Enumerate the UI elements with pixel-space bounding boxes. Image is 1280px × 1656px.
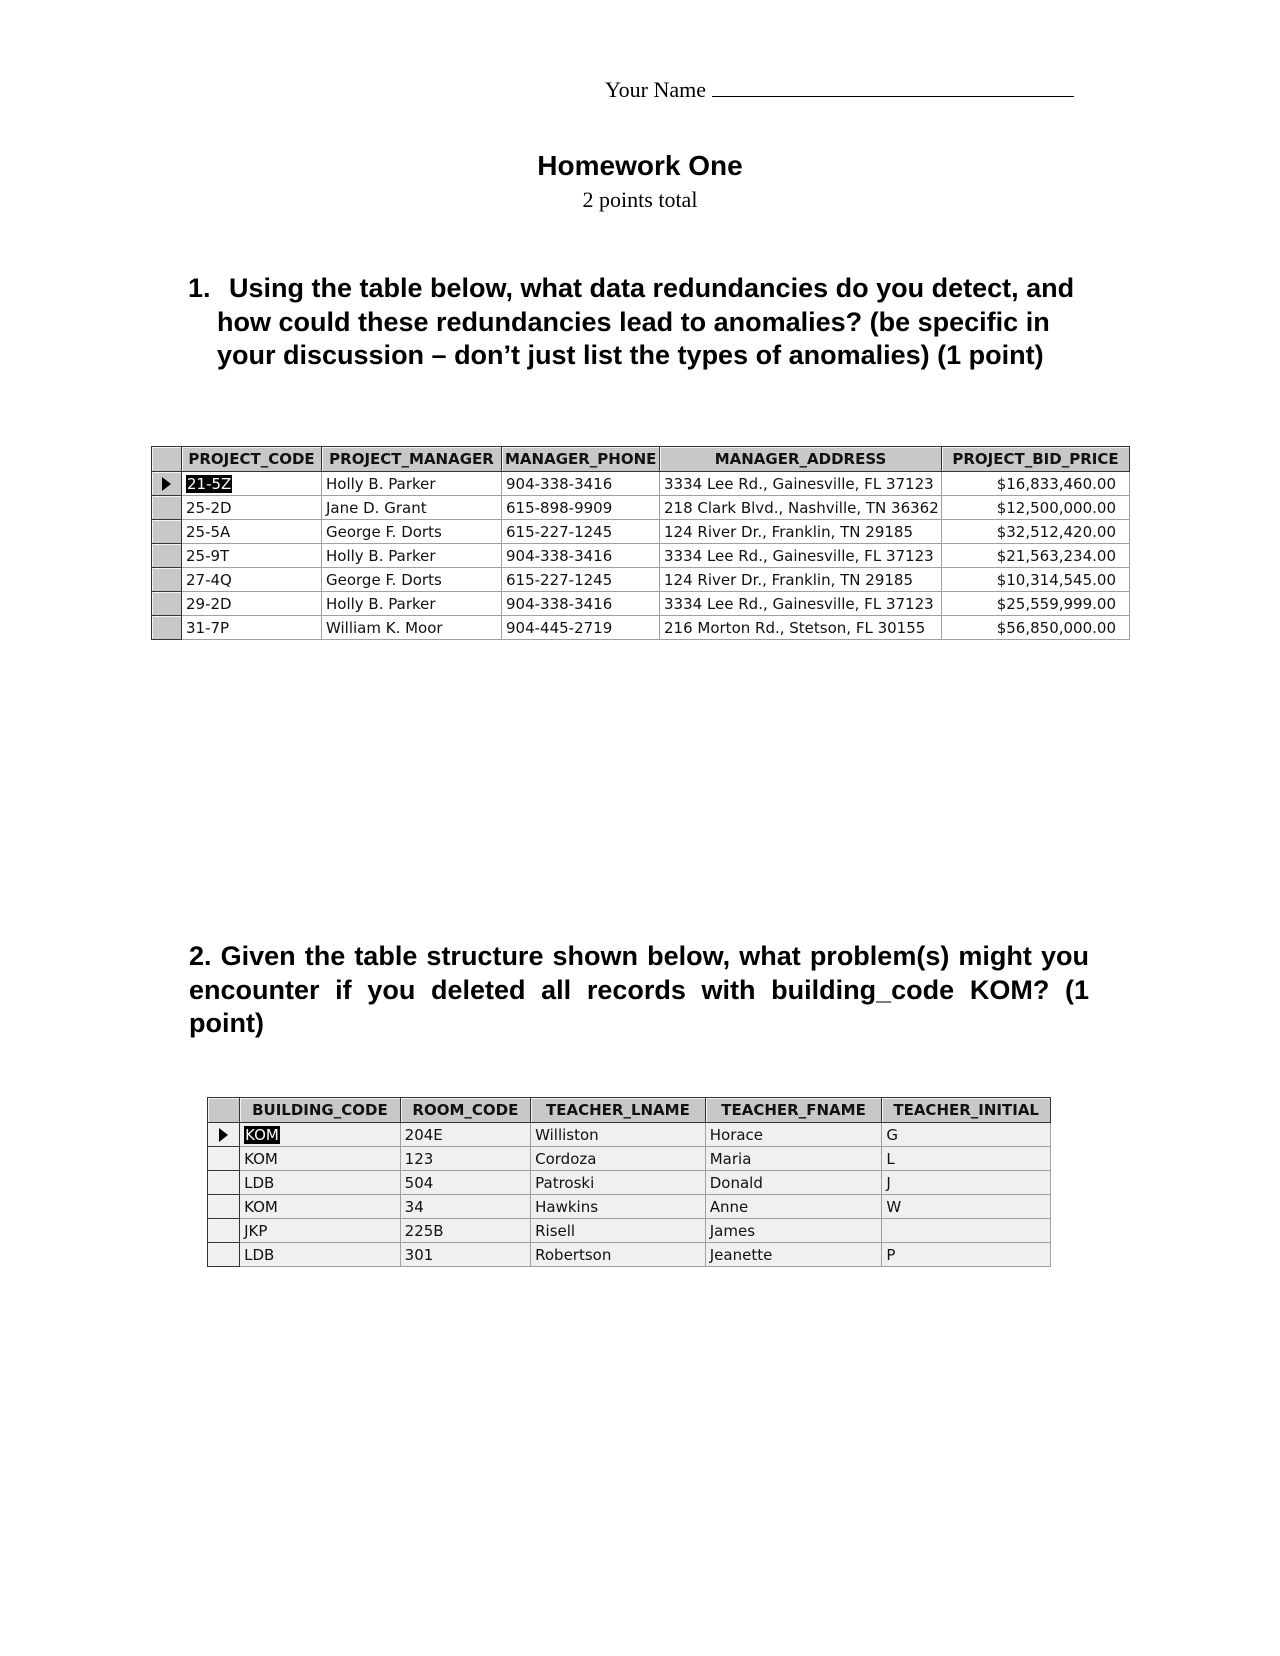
record-selector[interactable] xyxy=(152,496,182,520)
table-cell[interactable]: W xyxy=(882,1195,1051,1219)
table-cell[interactable]: $21,563,234.00 xyxy=(942,544,1130,568)
table-cell[interactable]: 3334 Lee Rd., Gainesville, FL 37123 xyxy=(660,544,942,568)
table-cell[interactable]: LDB xyxy=(240,1243,401,1267)
table-cell[interactable] xyxy=(182,472,322,496)
table-cell[interactable]: LDB xyxy=(240,1171,401,1195)
table-row xyxy=(152,544,1130,568)
table-cell[interactable]: $16,833,460.00 xyxy=(942,472,1130,496)
table-cell[interactable]: 124 River Dr., Franklin, TN 29185 xyxy=(660,520,942,544)
question-2-text: 2. Given the table structure shown below, what problem(s) might you encounter if you deleted all records with building_code KOM? (1 point) xyxy=(189,941,1089,1038)
record-selector[interactable] xyxy=(208,1147,240,1171)
table-cell[interactable]: Patroski xyxy=(531,1171,706,1195)
table-row xyxy=(152,616,1130,640)
table-cell[interactable]: $56,850,000.00 xyxy=(942,616,1130,640)
table-cell[interactable]: 218 Clark Blvd., Nashville, TN 36362 xyxy=(660,496,942,520)
table-cell[interactable]: 615-227-1245 xyxy=(502,520,660,544)
table-cell[interactable]: Hawkins xyxy=(531,1195,706,1219)
current-record-icon xyxy=(219,1128,228,1142)
record-selector[interactable] xyxy=(208,1195,240,1219)
question-1-text: Using the table below, what data redundancies do you detect, and how could these redundancies lead to anomalies? (be specific in your discussion – don’t just list the types of anomalies) (1 point) xyxy=(217,273,1075,370)
table-cell[interactable]: 504 xyxy=(400,1171,530,1195)
table-cell[interactable]: JKP xyxy=(240,1219,401,1243)
question-1 xyxy=(188,272,1108,373)
table-row xyxy=(152,520,1130,544)
table-cell[interactable]: William K. Moor xyxy=(322,616,502,640)
column-header[interactable]: TEACHER_LNAME xyxy=(531,1098,706,1123)
table-cell[interactable]: 225B xyxy=(400,1219,530,1243)
current-record-icon xyxy=(162,477,171,491)
table-row xyxy=(152,472,1130,496)
table-cell[interactable]: 123 xyxy=(400,1147,530,1171)
table-cell[interactable]: 615-227-1245 xyxy=(502,568,660,592)
record-selector[interactable] xyxy=(208,1219,240,1243)
column-header[interactable]: PROJECT_MANAGER xyxy=(322,447,502,472)
page-subtitle: 2 points total xyxy=(582,187,698,212)
table-cell[interactable]: 204E xyxy=(400,1123,530,1147)
table-cell[interactable]: KOM xyxy=(240,1147,401,1171)
record-selector[interactable] xyxy=(152,616,182,640)
table-row xyxy=(208,1123,1051,1147)
column-header[interactable]: ROOM_CODE xyxy=(400,1098,530,1123)
record-selector[interactable] xyxy=(208,1243,240,1267)
table-cell[interactable]: 25-2D xyxy=(182,496,322,520)
record-selector[interactable] xyxy=(152,472,182,496)
record-selector[interactable] xyxy=(152,520,182,544)
column-header[interactable]: MANAGER_PHONE xyxy=(502,447,660,472)
table-cell[interactable]: Robertson xyxy=(531,1243,706,1267)
table-row xyxy=(208,1219,1051,1243)
name-label: Your Name xyxy=(605,77,707,102)
table-cell[interactable] xyxy=(882,1219,1051,1243)
record-selector-header[interactable] xyxy=(208,1098,240,1123)
table-cell[interactable]: Maria xyxy=(705,1147,882,1171)
table-cell[interactable]: J xyxy=(882,1171,1051,1195)
table-cell[interactable]: 904-445-2719 xyxy=(502,616,660,640)
table-cell[interactable]: 25-9T xyxy=(182,544,322,568)
table-cell[interactable]: L xyxy=(882,1147,1051,1171)
table-cell[interactable]: 3334 Lee Rd., Gainesville, FL 37123 xyxy=(660,472,942,496)
table-cell[interactable]: Jeanette xyxy=(705,1243,882,1267)
table-row xyxy=(152,592,1130,616)
table-cell[interactable]: Anne xyxy=(705,1195,882,1219)
record-selector[interactable] xyxy=(152,544,182,568)
table-row xyxy=(208,1147,1051,1171)
table-cell[interactable]: James xyxy=(705,1219,882,1243)
table-cell[interactable]: George F. Dorts xyxy=(322,520,502,544)
column-header[interactable]: PROJECT_CODE xyxy=(182,447,322,472)
page-title: Homework One xyxy=(537,150,743,181)
record-selector[interactable] xyxy=(152,592,182,616)
table-cell[interactable]: Jane D. Grant xyxy=(322,496,502,520)
table-row xyxy=(152,568,1130,592)
selected-cell-text: 21-5Z xyxy=(187,474,232,493)
table-cell[interactable]: 3334 Lee Rd., Gainesville, FL 37123 xyxy=(660,592,942,616)
column-header[interactable]: TEACHER_FNAME xyxy=(705,1098,882,1123)
table-cell[interactable]: Holly B. Parker xyxy=(322,544,502,568)
table-row xyxy=(208,1243,1051,1267)
table-cell[interactable]: 904-338-3416 xyxy=(502,544,660,568)
table-header-row xyxy=(152,447,1130,472)
question-1-number: 1. xyxy=(188,273,211,303)
column-header[interactable]: MANAGER_ADDRESS xyxy=(660,447,942,472)
table-cell[interactable] xyxy=(240,1123,401,1147)
table-cell[interactable]: 34 xyxy=(400,1195,530,1219)
table-row xyxy=(208,1195,1051,1219)
table-cell[interactable]: Williston xyxy=(531,1123,706,1147)
table-cell[interactable]: 216 Morton Rd., Stetson, FL 30155 xyxy=(660,616,942,640)
table-cell[interactable]: 301 xyxy=(400,1243,530,1267)
table-row xyxy=(208,1171,1051,1195)
table-cell[interactable]: P xyxy=(882,1243,1051,1267)
selected-cell-text: KOM xyxy=(245,1125,279,1144)
table-row xyxy=(152,496,1130,520)
table-cell[interactable]: Holly B. Parker xyxy=(322,472,502,496)
record-selector[interactable] xyxy=(208,1171,240,1195)
table-cell[interactable]: $10,314,545.00 xyxy=(942,568,1130,592)
column-header[interactable]: BUILDING_CODE xyxy=(240,1098,401,1123)
record-selector[interactable] xyxy=(152,568,182,592)
table-cell[interactable]: Cordoza xyxy=(531,1147,706,1171)
record-selector-header[interactable] xyxy=(152,447,182,472)
table-cell[interactable]: Horace xyxy=(705,1123,882,1147)
table-cell[interactable]: 904-338-3416 xyxy=(502,592,660,616)
table-cell[interactable]: 615-898-9909 xyxy=(502,496,660,520)
table-cell[interactable]: Holly B. Parker xyxy=(322,592,502,616)
table-cell[interactable]: 904-338-3416 xyxy=(502,472,660,496)
table-cell[interactable]: George F. Dorts xyxy=(322,568,502,592)
project-table xyxy=(151,446,1130,640)
record-selector[interactable] xyxy=(208,1123,240,1147)
table-header-row xyxy=(208,1098,1051,1123)
table-cell[interactable]: $32,512,420.00 xyxy=(942,520,1130,544)
table-cell[interactable]: 31-7P xyxy=(182,616,322,640)
table-cell[interactable]: Donald xyxy=(705,1171,882,1195)
table-cell[interactable]: $12,500,000.00 xyxy=(942,496,1130,520)
column-header[interactable]: TEACHER_INITIAL xyxy=(882,1098,1051,1123)
table-cell[interactable]: 124 River Dr., Franklin, TN 29185 xyxy=(660,568,942,592)
table-cell[interactable]: 25-5A xyxy=(182,520,322,544)
table-cell[interactable]: 29-2D xyxy=(182,592,322,616)
building-table xyxy=(207,1097,1051,1267)
column-header[interactable]: PROJECT_BID_PRICE xyxy=(942,447,1130,472)
table-cell[interactable]: KOM xyxy=(240,1195,401,1219)
table-cell[interactable]: Risell xyxy=(531,1219,706,1243)
table-cell[interactable]: 27-4Q xyxy=(182,568,322,592)
name-field xyxy=(605,76,1074,103)
table-cell[interactable]: $25,559,999.00 xyxy=(942,592,1130,616)
name-blank-line xyxy=(712,76,1074,97)
table-cell[interactable]: G xyxy=(882,1123,1051,1147)
